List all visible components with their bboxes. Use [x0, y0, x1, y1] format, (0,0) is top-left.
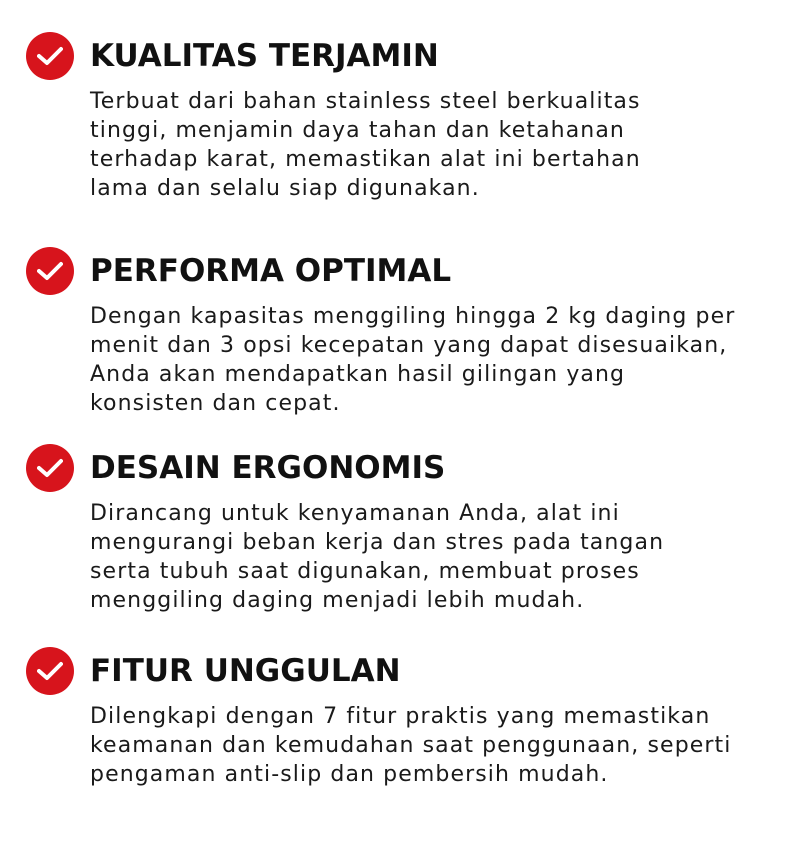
description-line: lama dan selalu siap digunakan. [90, 176, 480, 201]
description-line: Dirancang untuk kenyamanan Anda, alat ini [90, 501, 620, 526]
feature-performa [26, 246, 776, 418]
feature-title: KUALITAS TERJAMIN [90, 38, 439, 74]
description-line: Dengan kapasitas menggiling hingga 2 kg daging per [90, 304, 736, 329]
feature-title: PERFORMA OPTIMAL [90, 253, 452, 289]
description-line: menggiling daging menjadi lebih mudah. [90, 588, 585, 613]
description-line: mengurangi beban kerja dan stres pada tangan [90, 530, 665, 555]
description-line: tinggi, menjamin daya tahan dan ketahanan [90, 118, 625, 143]
feature-description [90, 499, 776, 615]
feature-header [26, 646, 776, 696]
feature-description [90, 302, 776, 418]
check-circle-icon [26, 247, 74, 295]
feature-header [26, 246, 776, 296]
description-line: keamanan dan kemudahan saat penggunaan, seperti [90, 733, 732, 758]
feature-title: DESAIN ERGONOMIS [90, 450, 446, 486]
check-circle-icon [26, 444, 74, 492]
description-line: Dilengkapi dengan 7 fitur praktis yang memastikan [90, 704, 711, 729]
feature-header [26, 31, 776, 81]
check-circle-icon [26, 647, 74, 695]
description-line: Terbuat dari bahan stainless steel berkualitas [90, 89, 641, 114]
description-line: konsisten dan cepat. [90, 391, 341, 416]
feature-fitur [26, 646, 776, 789]
description-line: Anda akan mendapatkan hasil gilingan yang [90, 362, 626, 387]
feature-desain [26, 443, 776, 615]
description-line: terhadap karat, memastikan alat ini bertahan [90, 147, 641, 172]
check-circle-icon [26, 32, 74, 80]
feature-title: FITUR UNGGULAN [90, 653, 401, 689]
description-line: serta tubuh saat digunakan, membuat proses [90, 559, 640, 584]
description-line: pengaman anti-slip dan pembersih mudah. [90, 762, 609, 787]
feature-description [90, 87, 776, 203]
feature-description [90, 702, 776, 789]
feature-kualitas [26, 31, 776, 203]
description-line: menit dan 3 opsi kecepatan yang dapat disesuaikan, [90, 333, 728, 358]
feature-header [26, 443, 776, 493]
